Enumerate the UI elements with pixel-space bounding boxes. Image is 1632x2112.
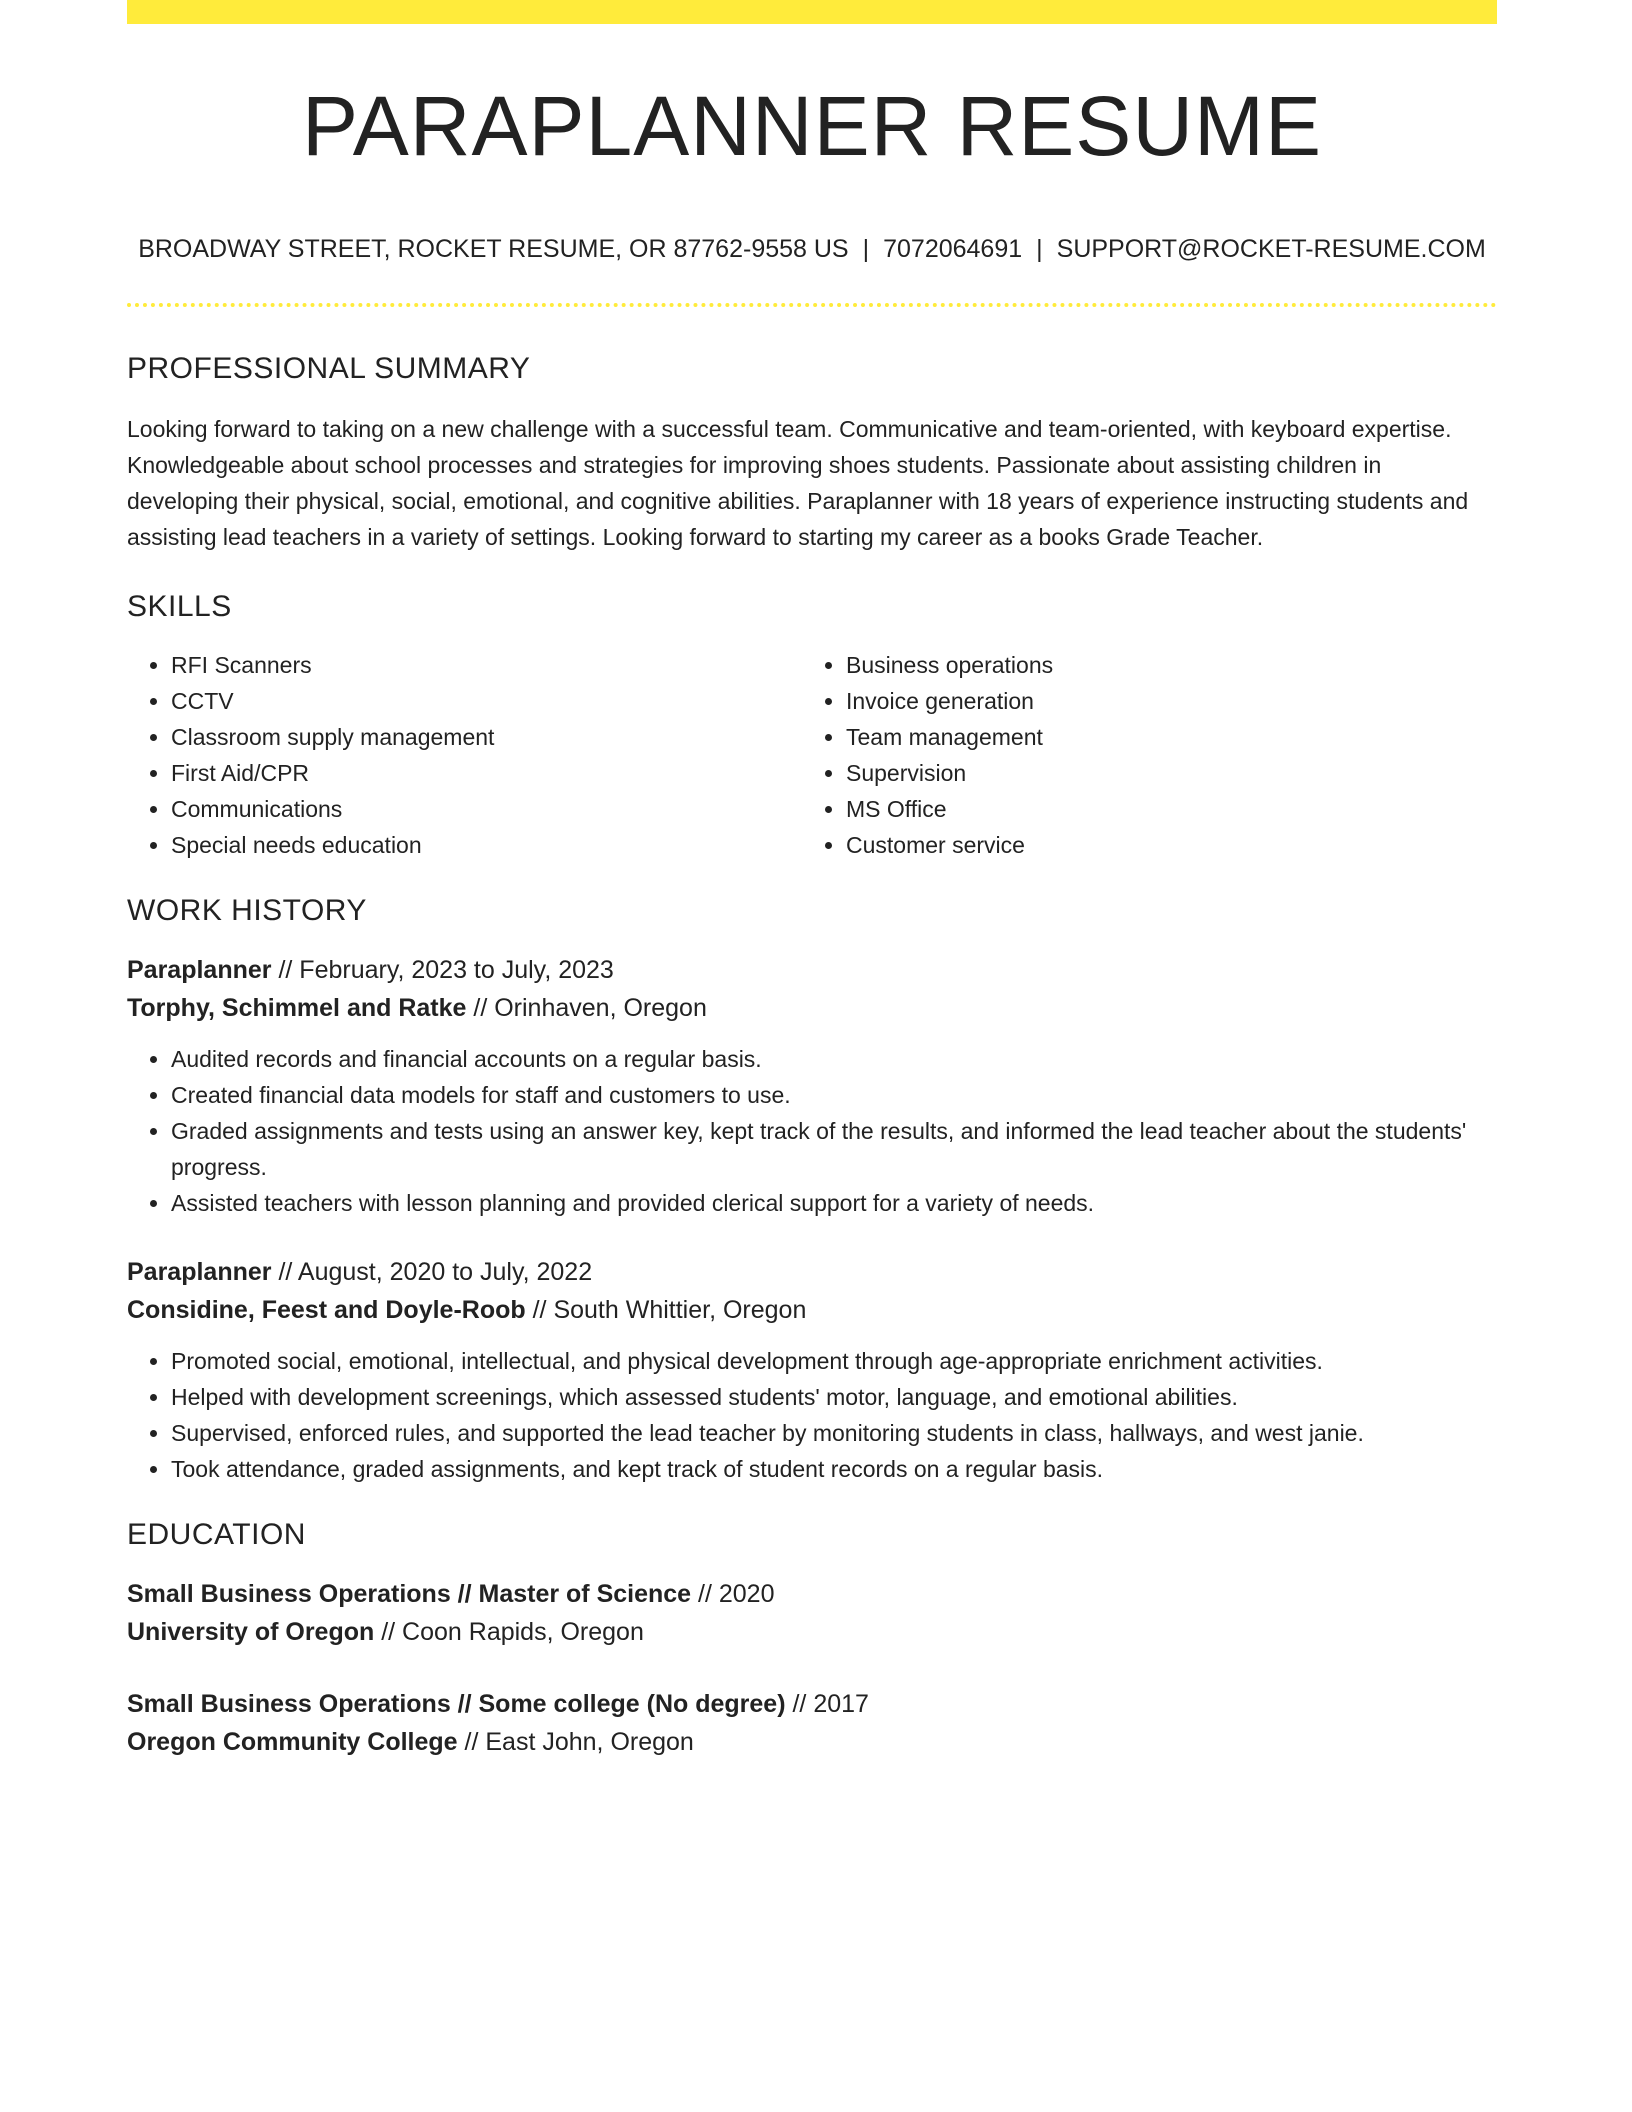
job-bullet: • Took attendance, graded assignments, and kept track of student records on a regular basis. (171, 1451, 1497, 1487)
job-bullet: • Created financial data models for staff and customers to use. (171, 1077, 1497, 1113)
skill-item: • Customer service (846, 827, 1477, 863)
job-company: Considine, Feest and Doyle-Roob (127, 1296, 526, 1325)
skills-heading: SKILLS (127, 590, 232, 624)
education-school-line (127, 1613, 1497, 1651)
skill-item: • RFI Scanners (171, 647, 802, 683)
education-school: University of Oregon (127, 1618, 375, 1647)
skill-item: • Classroom supply management (171, 719, 802, 755)
page-title: PARAPLANNER RESUME (301, 79, 1322, 173)
skill-item: • Invoice generation (846, 683, 1477, 719)
job-company-line (127, 989, 1497, 1027)
education-heading: EDUCATION (127, 1518, 306, 1552)
job-title: Paraplanner (127, 1258, 272, 1287)
job-title-line (127, 951, 1497, 989)
job-bullet: • Assisted teachers with lesson planning and provided clerical support for a variety of needs. (171, 1185, 1497, 1221)
job-entry (127, 951, 1497, 1221)
education-entry (127, 1685, 1497, 1761)
education-location: // East John, Oregon (457, 1728, 694, 1757)
contact-address: BROADWAY STREET, ROCKET RESUME, OR 87762-9558 US (138, 235, 849, 264)
skill-item: • Team management (846, 719, 1477, 755)
education-location: // Coon Rapids, Oregon (374, 1618, 644, 1647)
education-degree-line (127, 1685, 1497, 1723)
education-year: // 2020 (691, 1580, 775, 1609)
job-bullet: • Helped with development screenings, which assessed students' motor, language, and emotional abilities. (171, 1379, 1497, 1415)
skills-list (127, 647, 1497, 863)
education-degree: Small Business Operations // Some college (No degree) (127, 1690, 786, 1719)
job-dates: // February, 2023 to July, 2023 (271, 956, 614, 985)
job-title: Paraplanner (127, 956, 272, 985)
contact-separator: | (1036, 235, 1043, 264)
job-location: // South Whittier, Oregon (525, 1296, 807, 1325)
job-bullets (127, 1343, 1497, 1487)
skill-item: • Business operations (846, 647, 1477, 683)
skill-item: • CCTV (171, 683, 802, 719)
work-history-heading: WORK HISTORY (127, 894, 367, 928)
job-entry (127, 1253, 1497, 1487)
skills-column-right (802, 647, 1477, 863)
skill-item: • Supervision (846, 755, 1477, 791)
job-dates: // August, 2020 to July, 2022 (271, 1258, 593, 1287)
resume-content (127, 24, 1497, 1761)
accent-bar (127, 0, 1497, 24)
job-bullet: • Graded assignments and tests using an answer key, kept track of the results, and informed the lead teacher about the students' progress. (171, 1113, 1497, 1185)
job-bullets (127, 1041, 1497, 1221)
contact-separator: | (862, 235, 870, 264)
summary-text: Looking forward to taking on a new challenge with a successful team. Communicative and team-oriented, with keyboard expertise. Knowledgeable about school processes and strategies for improving shoes students. Passionate about assisting children in developing their physical, social, emotional, and cognitive abilities. Paraplanner with 18 years of experience instructing students and assisting lead teachers in a variety of settings. Looking forward to starting my career as a books Grade Teacher. (127, 416, 1469, 551)
contact-line (127, 234, 1497, 264)
education-school-line (127, 1723, 1497, 1761)
skills-column-left (127, 647, 802, 863)
skill-item: • Communications (171, 791, 802, 827)
job-title-line (127, 1253, 1497, 1291)
job-bullet: • Supervised, enforced rules, and supported the lead teacher by monitoring students in class, hallways, and west janie. (171, 1415, 1497, 1451)
job-location: // Orinhaven, Oregon (466, 994, 707, 1023)
education-school: Oregon Community College (127, 1728, 458, 1757)
contact-email: SUPPORT@ROCKET-RESUME.COM (1056, 235, 1486, 264)
skill-item: • Special needs education (171, 827, 802, 863)
dotted-divider (127, 303, 1497, 307)
education-year: // 2017 (785, 1690, 869, 1719)
skill-item: • First Aid/CPR (171, 755, 802, 791)
job-company: Torphy, Schimmel and Ratke (127, 994, 467, 1023)
skill-item: • MS Office (846, 791, 1477, 827)
job-bullet: • Promoted social, emotional, intellectual, and physical development through age-appropriate enrichment activities. (171, 1343, 1497, 1379)
education-entry (127, 1575, 1497, 1651)
job-company-line (127, 1291, 1497, 1329)
education-degree: Small Business Operations // Master of Science (127, 1580, 692, 1609)
job-bullet: • Audited records and financial accounts on a regular basis. (171, 1041, 1497, 1077)
education-degree-line (127, 1575, 1497, 1613)
contact-phone: 7072064691 (883, 235, 1023, 264)
summary-heading: PROFESSIONAL SUMMARY (127, 352, 531, 386)
